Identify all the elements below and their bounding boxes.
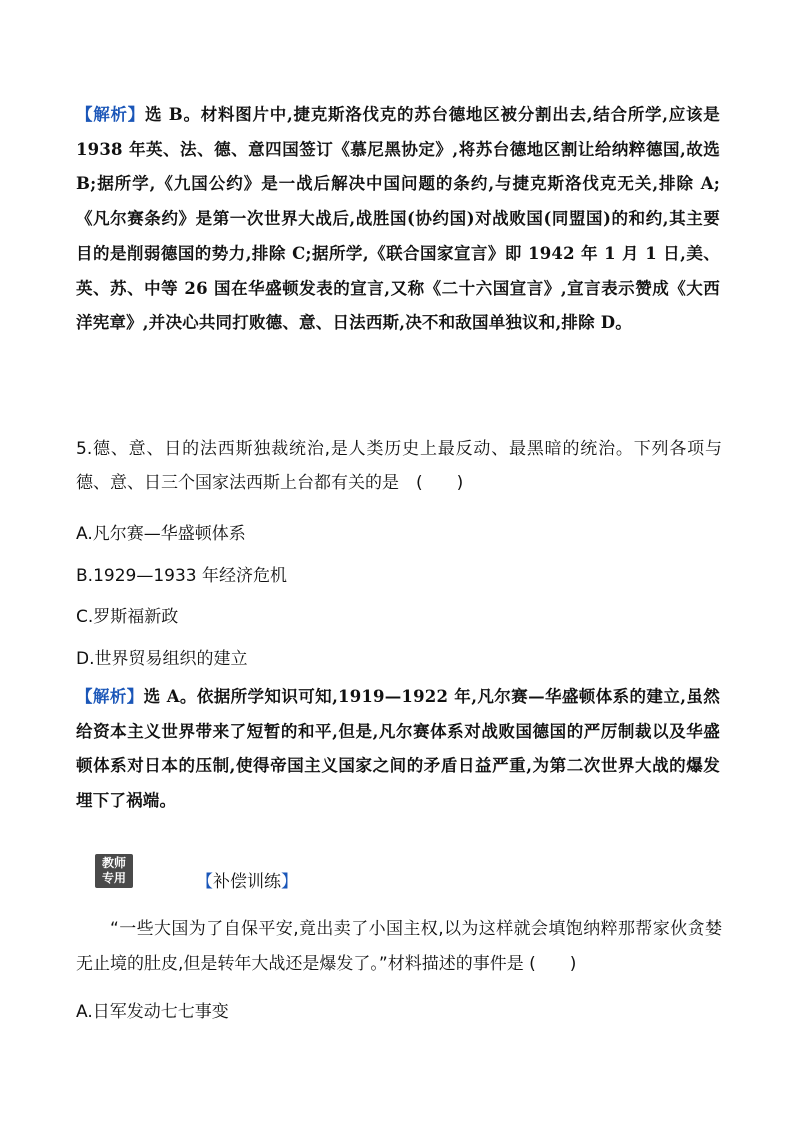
supplement-title: 补偿训练 — [213, 872, 281, 892]
badge-line-2: 专用 — [101, 871, 126, 885]
analysis-text: 选 A。依据所学知识可知,1919—1922 年,凡尔赛—华盛顿体系的建立,虽然给资本主义世界带来了短暂的和平,但是,凡尔赛体系对战败国德国的严厉制裁以及华盛顿体系对日本的压制,使得帝国主义国家之间的矛盾日益严重,为第二次世界大战的爆发埋下了祸端。 — [76, 687, 720, 811]
analysis-tag: 【解析】 — [76, 105, 146, 124]
analysis-block-1 — [76, 98, 720, 341]
analysis-text: 选 B。材料图片中,捷克斯洛伐克的苏台德地区被分割出去,结合所学,应该是 1938 年英、法、德、意四国签订《慕尼黑协定》,将苏台德地区割让给纳粹德国,故选 B;据所学,《九国公约》是一战后解决中国问题的条约,与捷克斯洛伐克无关,排除 A;《凡尔赛条约》是第一次世界大战后,战胜国(协约国)对战败国(同盟国)的和约,其主要目的是削弱德国的势力,排除 C;据所学,《联合国家宣言》即 1942 年 1 月 1 日,美、英、苏、中等 26 国在华盛顿发表的宣言,又称《二十六国宣言》,宣言表示赞成《大西洋宪章》,并决心共同打败德、意、日法西斯,决不和敌国单独议和,排除 D。 — [76, 105, 720, 333]
question-5-option-a: A.凡尔赛—华盛顿体系 — [76, 524, 246, 544]
supplement-option-a: A.日军发动七七事变 — [76, 1002, 229, 1022]
analysis-tag: 【解析】 — [76, 687, 144, 706]
teacher-only-badge — [95, 854, 133, 888]
bracket-open: 【 — [196, 872, 213, 892]
question-5-option-c: C.罗斯福新政 — [76, 607, 179, 627]
question-5-stem: 5.德、意、日的法西斯独裁统治,是人类历史上最反动、最黑暗的统治。下列各项与德、意、日三个国家法西斯上台都有关的是 ( ) — [76, 439, 722, 493]
bracket-close: 】 — [281, 872, 298, 892]
badge-line-1: 教师 — [101, 856, 126, 870]
question-5-option-d: D.世界贸易组织的建立 — [76, 649, 248, 669]
analysis-block-2 — [76, 680, 720, 819]
supplement-question-stem: “一些大国为了自保平安,竟出卖了小国主权,以为这样就会填饱纳粹那帮家伙贪婪无止境的肚皮,但是转年大战还是爆发了。”材料描述的事件是 ( ) — [76, 919, 722, 974]
question-5-option-b: B.1929—1933 年经济危机 — [76, 566, 287, 586]
supplement-heading — [196, 870, 298, 894]
